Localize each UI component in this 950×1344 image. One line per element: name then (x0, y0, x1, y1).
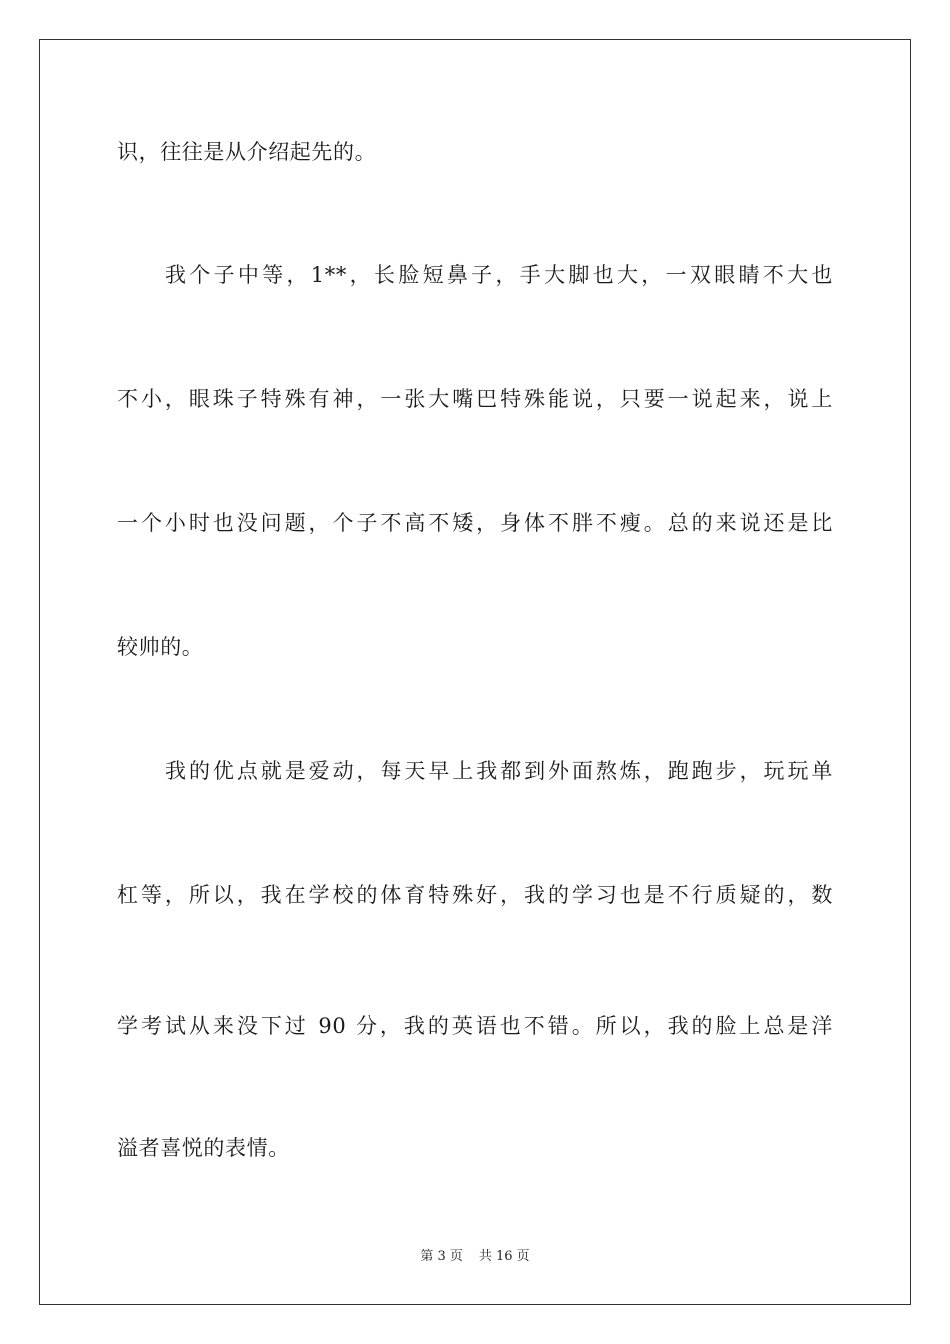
page-number: 第 3 页 (420, 1249, 463, 1264)
paragraph-line: 识，往往是从介绍起先的。 (117, 140, 377, 164)
paragraph-line: 不小，眼珠子特殊有神，一张大嘴巴特殊能说，只要一说起来，说上 (117, 387, 833, 411)
paragraph-line: 学考试从来没下过 90 分，我的英语也不错。所以，我的脸上总是洋 (117, 1014, 833, 1038)
paragraph-line: 我个子中等，1**，长脸短鼻子，手大脚也大，一双眼睛不大也 (165, 263, 833, 287)
page-total: 共 16 页 (478, 1249, 530, 1264)
paragraph-line: 较帅的。 (117, 635, 204, 659)
paragraph-line: 一个小时也没问题，个子不高不矮，身体不胖不瘦。总的来说还是比 (117, 511, 833, 535)
paragraph-line: 溢者喜悦的表情。 (117, 1136, 290, 1160)
page-footer (0, 1248, 950, 1266)
page-border (39, 39, 911, 1305)
paragraph-line: 杠等，所以，我在学校的体育特殊好，我的学习也是不行质疑的，数 (117, 883, 833, 907)
paragraph-line: 我的优点就是爱动，每天早上我都到外面熬炼，跑跑步，玩玩单 (165, 759, 833, 783)
